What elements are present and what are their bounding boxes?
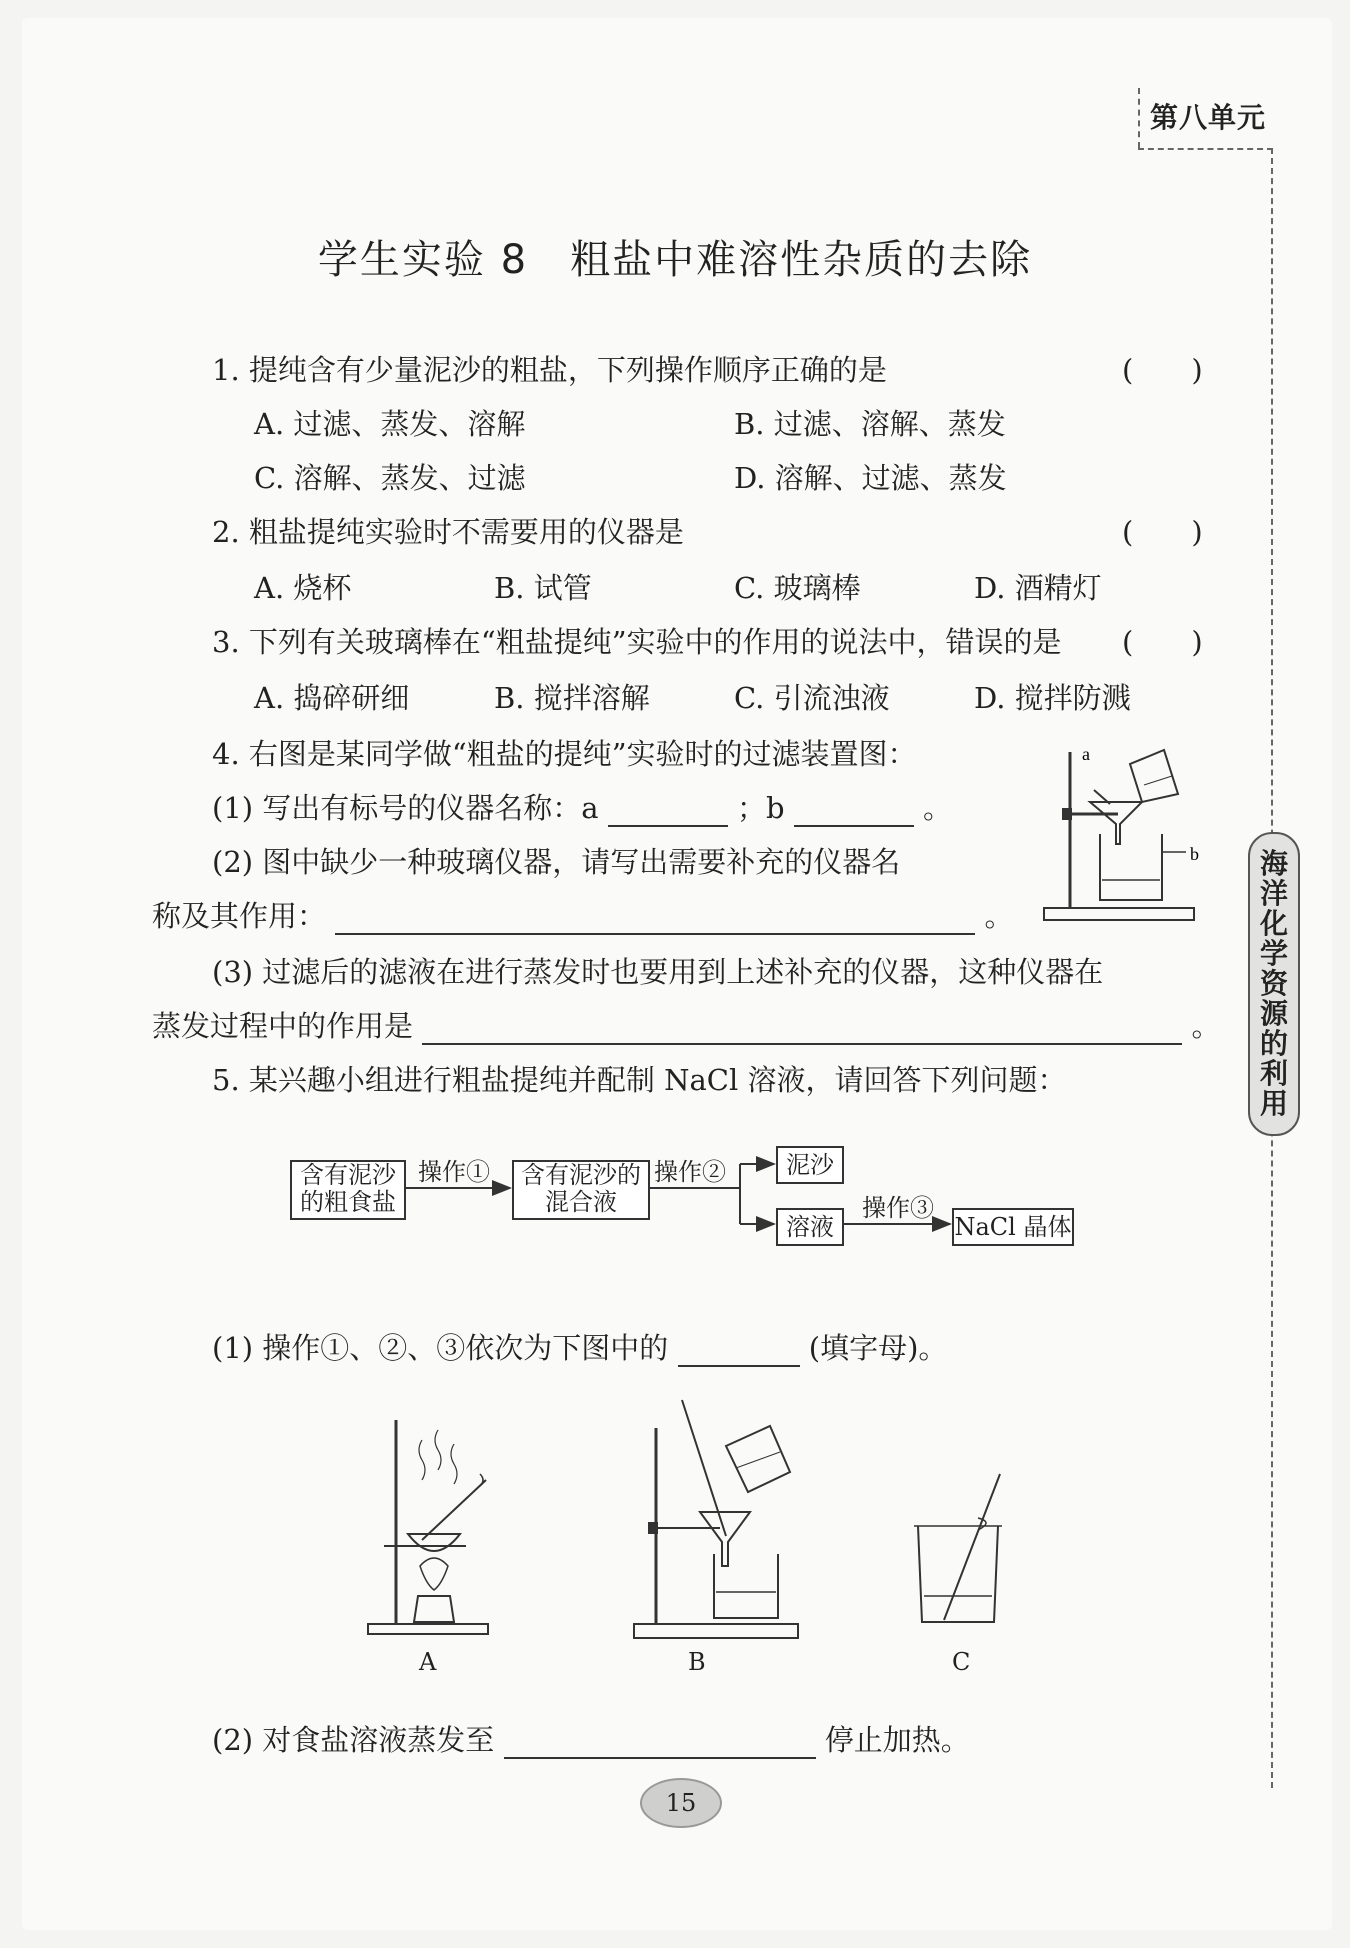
flow-box-crude-salt <box>290 1160 406 1220</box>
q3-option-a: A. 捣碎研细 <box>254 681 410 715</box>
question-4-stem: 4. 右图是某同学做“粗盐的提纯”实验时的过滤装置图： <box>212 737 917 771</box>
q4-blank-b[interactable] <box>794 795 914 827</box>
q2-option-a: A. 烧杯 <box>254 571 352 605</box>
flow-box-crystal: NaCl 晶体 <box>952 1208 1074 1246</box>
side-tab-char: 利 <box>1259 1057 1288 1090</box>
question-1-stem: 1. 提纯含有少量泥沙的粗盐，下列操作顺序正确的是 <box>212 353 887 387</box>
q5-p2-text: (2) 对食盐溶液蒸发至 <box>212 1723 495 1757</box>
q1-option-c: C. 溶解、蒸发、过滤 <box>254 461 526 495</box>
header-underline <box>1138 148 1273 150</box>
q5-p1-end: (填字母)。 <box>808 1331 948 1365</box>
flow-op2: 操作② <box>654 1158 726 1186</box>
page-number: 15 <box>640 1778 722 1828</box>
question-1-answer-paren: ( ) <box>1122 353 1203 387</box>
q1-option-b: B. 过滤、溶解、蒸发 <box>734 407 1006 441</box>
question-3-stem: 3. 下列有关玻璃棒在“粗盐提纯”实验中的作用的说法中，错误的是 <box>212 625 1062 659</box>
question-2-answer-paren: ( ) <box>1122 515 1203 549</box>
filtration-apparatus-figure <box>1030 740 1210 930</box>
q5-blank-order[interactable] <box>678 1335 800 1367</box>
q3-option-d: D. 搅拌防溅 <box>974 681 1131 715</box>
q2-option-d: D. 酒精灯 <box>974 571 1102 605</box>
flow-box2-line1: 含有泥沙的 <box>521 1161 641 1189</box>
flow-box-sand: 泥沙 <box>776 1146 844 1184</box>
side-tab-char: 源 <box>1259 997 1288 1030</box>
label-a: a <box>1082 744 1090 764</box>
side-tab-char: 海 <box>1259 847 1288 880</box>
figure-caption-c: C <box>952 1648 971 1676</box>
q4-blank-a[interactable] <box>608 795 728 827</box>
question-4-part-1 <box>212 786 952 827</box>
q4-p3b-text: 蒸发过程中的作用是 <box>152 1009 414 1043</box>
q4-p2-end: 。 <box>984 899 1014 933</box>
q4-blank-instrument[interactable] <box>335 903 975 935</box>
figure-caption-b: B <box>688 1648 706 1676</box>
flow-op3: 操作③ <box>862 1194 934 1222</box>
question-4-part-2a: (2) 图中缺少一种玻璃仪器，请写出需要补充的仪器名 <box>212 845 901 879</box>
q1-option-a: A. 过滤、蒸发、溶解 <box>254 407 526 441</box>
side-tab-char: 的 <box>1259 1027 1288 1060</box>
flow-op1: 操作① <box>418 1158 490 1186</box>
question-4-part-3a: (3) 过滤后的滤液在进行蒸发时也要用到上述补充的仪器，这种仪器在 <box>212 955 1104 989</box>
flow-box2-line2: 混合液 <box>545 1188 617 1216</box>
q4-p1-text: (1) 写出有标号的仪器名称：a <box>212 791 599 825</box>
q5-blank-evaporate[interactable] <box>504 1727 816 1759</box>
q5-p1-text: (1) 操作①、②、③依次为下图中的 <box>212 1331 669 1365</box>
question-2-stem: 2. 粗盐提纯实验时不需要用的仪器是 <box>212 515 684 549</box>
side-tab <box>1248 832 1300 1136</box>
question-4-part-3b <box>152 1004 1220 1045</box>
flow-box1-line1: 含有泥沙 <box>300 1161 396 1189</box>
header-divider <box>1138 88 1140 148</box>
q4-p1-sep: ；b <box>737 791 785 825</box>
label-b: b <box>1190 844 1199 864</box>
figure-caption-a: A <box>419 1648 437 1676</box>
side-tab-char: 学 <box>1259 937 1288 970</box>
question-5-part-2 <box>212 1718 970 1759</box>
figure-b-filtration <box>630 1396 802 1642</box>
flow-arrows <box>400 1150 960 1250</box>
q5-p2-end: 停止加热。 <box>824 1723 970 1757</box>
q4-p3-end: 。 <box>1191 1009 1221 1043</box>
side-tab-char: 化 <box>1259 907 1288 940</box>
q2-option-c: C. 玻璃棒 <box>734 571 861 605</box>
q3-option-b: B. 搅拌溶解 <box>494 681 650 715</box>
page-title: 学生实验 8 粗盐中难溶性杂质的去除 <box>317 237 1033 283</box>
question-4-part-2b <box>152 894 1013 935</box>
question-5-part-1 <box>212 1326 947 1367</box>
q4-blank-function[interactable] <box>422 1013 1182 1045</box>
question-3-answer-paren: ( ) <box>1122 625 1203 659</box>
q4-p1-end: 。 <box>923 791 953 825</box>
q2-option-b: B. 试管 <box>494 571 592 605</box>
side-tab-char: 洋 <box>1259 877 1288 910</box>
flow-box1-line2: 的粗食盐 <box>300 1188 396 1216</box>
side-tab-char: 用 <box>1259 1087 1288 1120</box>
figure-c-dissolving <box>908 1470 1018 1634</box>
question-5-stem: 5. 某兴趣小组进行粗盐提纯并配制 NaCl 溶液，请回答下列问题： <box>212 1063 1067 1097</box>
unit-label: 第八单元 <box>1150 101 1267 134</box>
figure-a-evaporation <box>362 1400 494 1640</box>
q1-option-d: D. 溶解、过滤、蒸发 <box>734 461 1007 495</box>
q3-option-c: C. 引流浊液 <box>734 681 890 715</box>
q4-p2b-text: 称及其作用： <box>152 899 327 933</box>
flow-box-solution: 溶液 <box>776 1208 844 1246</box>
side-tab-char: 资 <box>1259 967 1288 1000</box>
